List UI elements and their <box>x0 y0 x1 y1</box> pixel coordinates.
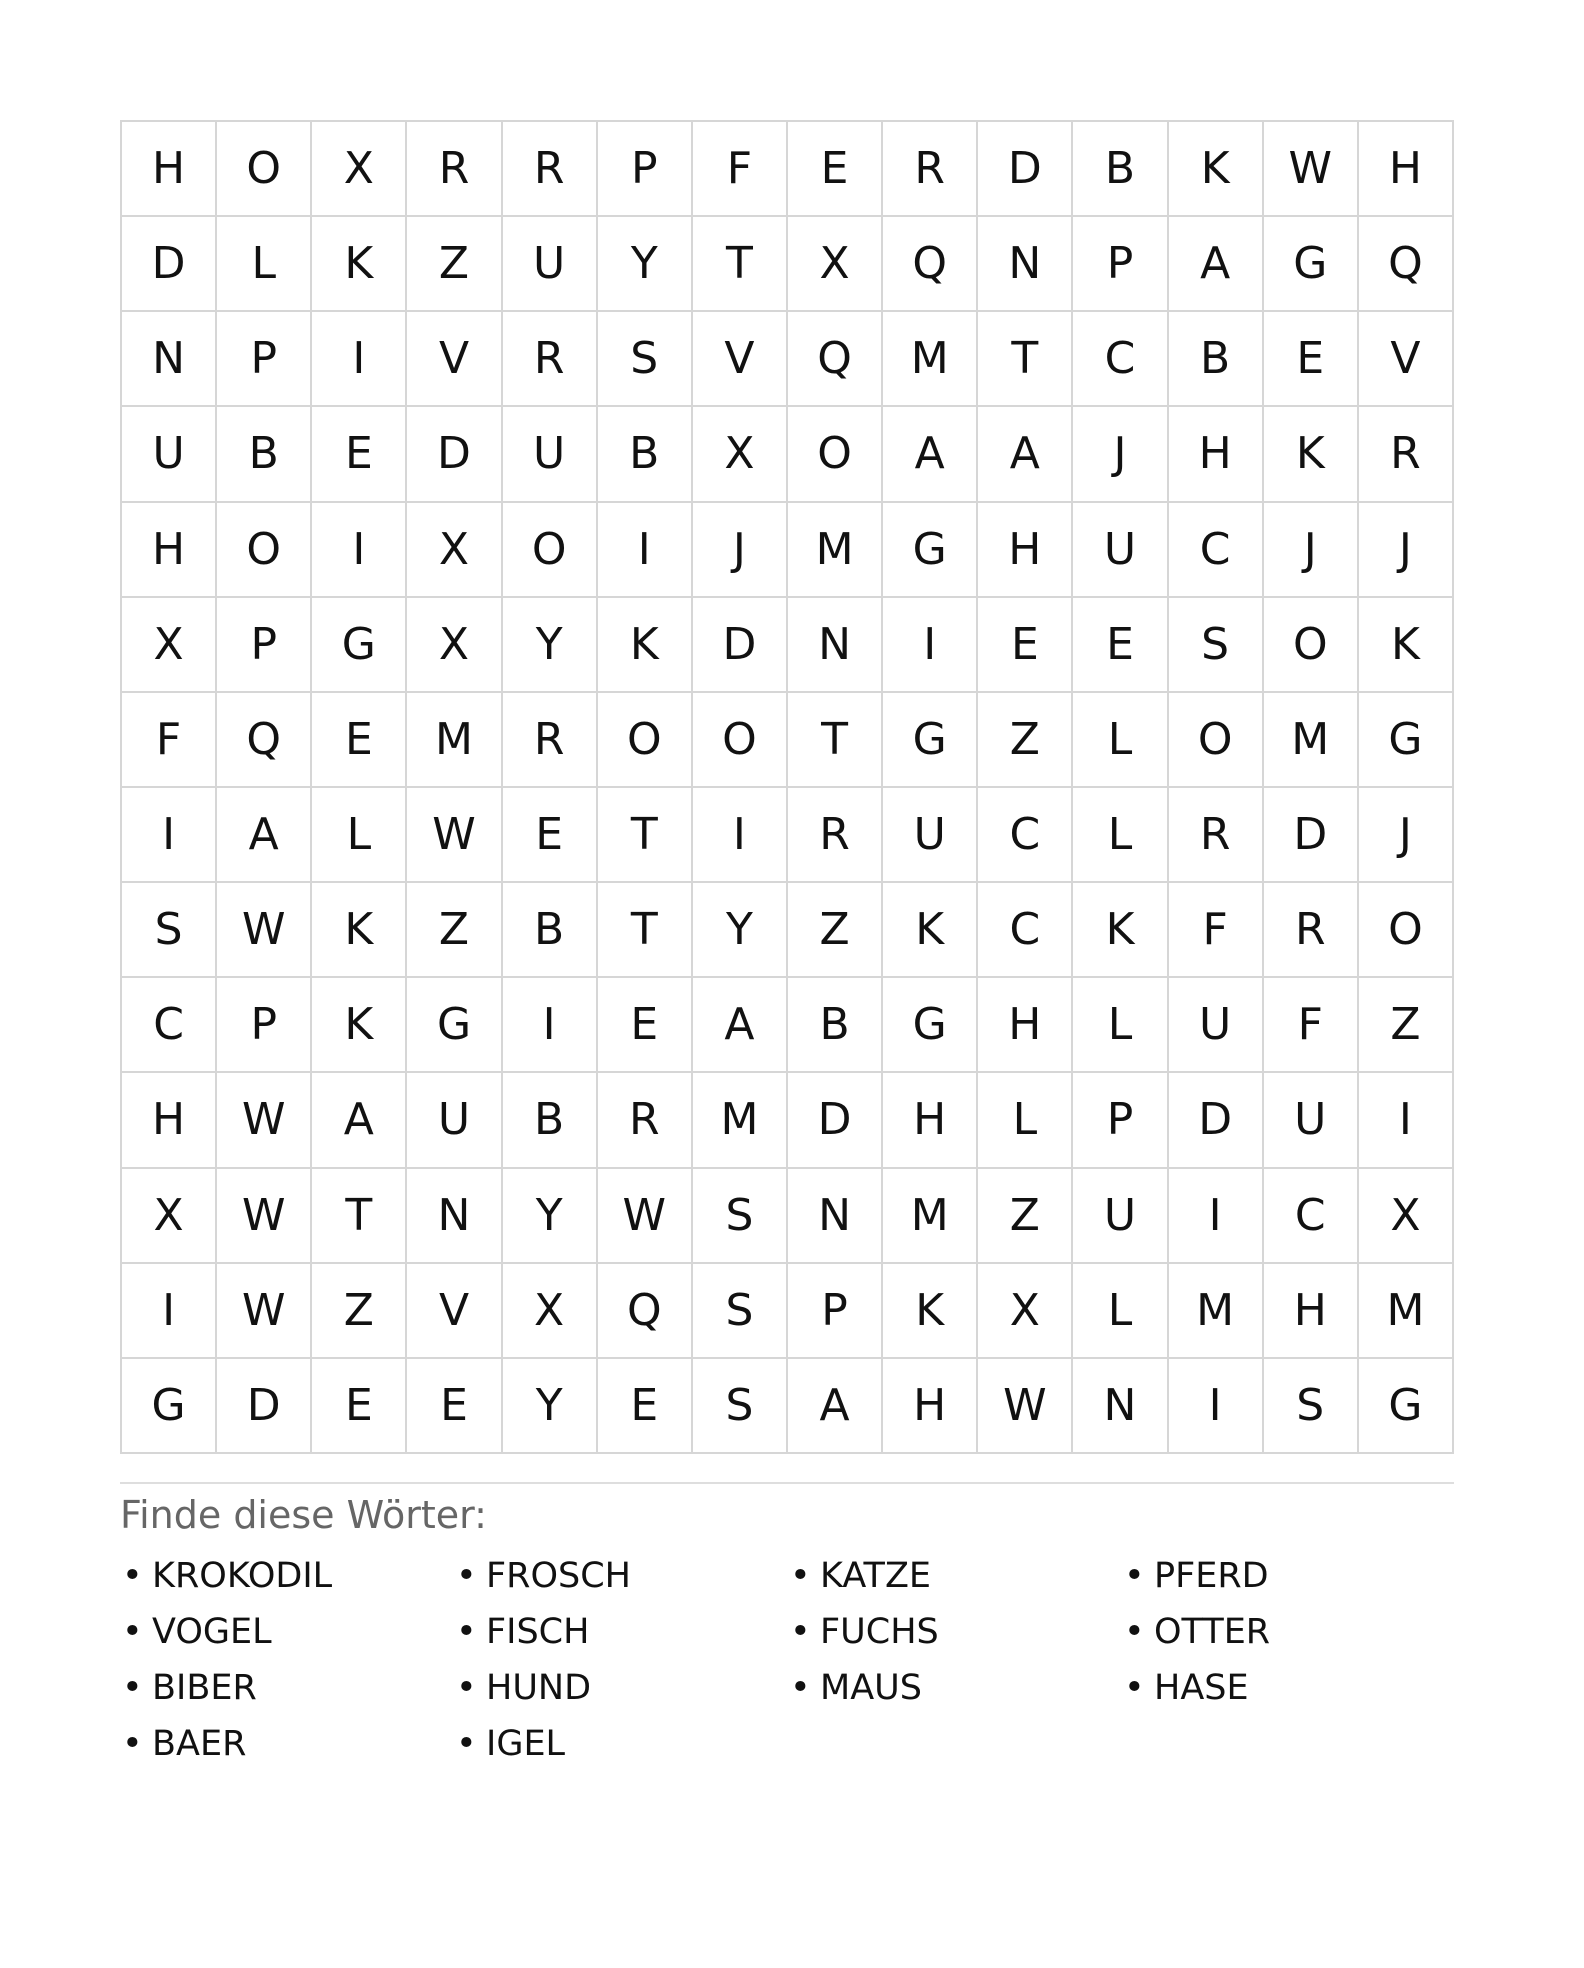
words-heading: Finde diese Wörter: <box>120 1493 487 1537</box>
grid-cell[interactable]: S <box>693 1169 788 1264</box>
grid-cell[interactable]: H <box>883 1359 978 1454</box>
grid-cell[interactable]: Y <box>598 217 693 312</box>
grid-cell[interactable]: U <box>1073 503 1168 598</box>
grid-cell[interactable]: N <box>122 312 217 407</box>
word-label: HASE <box>1154 1668 1249 1708</box>
grid-cell[interactable]: X <box>503 1264 598 1359</box>
grid-cell[interactable]: Z <box>312 1264 407 1359</box>
grid-cell[interactable]: T <box>788 693 883 788</box>
word-label: PFERD <box>1154 1556 1269 1596</box>
grid-cell[interactable]: K <box>312 978 407 1073</box>
word-list-item <box>454 1660 788 1716</box>
grid-cell[interactable]: Q <box>883 217 978 312</box>
grid-cell[interactable]: E <box>598 1359 693 1454</box>
grid-cell[interactable]: R <box>883 122 978 217</box>
grid-cell[interactable]: S <box>1264 1359 1359 1454</box>
grid-cell[interactable]: P <box>1073 1073 1168 1168</box>
grid-cell[interactable]: E <box>598 978 693 1073</box>
word-list-item <box>454 1716 788 1772</box>
grid-cell[interactable]: T <box>978 312 1073 407</box>
grid-cell[interactable]: D <box>978 122 1073 217</box>
grid-cell[interactable]: L <box>1073 788 1168 883</box>
grid-cell[interactable]: E <box>407 1359 502 1454</box>
grid-cell[interactable]: H <box>978 503 1073 598</box>
bullet-icon: • <box>1124 1556 1145 1596</box>
grid-cell[interactable]: K <box>1264 407 1359 502</box>
grid-cell[interactable]: S <box>693 1264 788 1359</box>
grid-cell[interactable]: Y <box>693 883 788 978</box>
grid-cell[interactable]: R <box>503 312 598 407</box>
grid-cell[interactable]: R <box>1359 407 1454 502</box>
grid-cell[interactable]: Z <box>407 217 502 312</box>
grid-cell[interactable]: G <box>883 693 978 788</box>
grid-cell[interactable]: I <box>1169 1359 1264 1454</box>
grid-cell[interactable]: C <box>978 883 1073 978</box>
word-label: VOGEL <box>152 1612 272 1652</box>
grid-cell[interactable]: K <box>883 883 978 978</box>
grid-cell[interactable]: N <box>407 1169 502 1264</box>
grid-cell[interactable]: W <box>598 1169 693 1264</box>
bullet-icon: • <box>122 1724 143 1764</box>
grid-cell[interactable]: K <box>1169 122 1264 217</box>
grid-cell[interactable]: B <box>217 407 312 502</box>
grid-cell[interactable]: W <box>217 1169 312 1264</box>
grid-cell[interactable]: D <box>693 598 788 693</box>
word-list-item <box>120 1660 454 1716</box>
grid-cell[interactable]: W <box>978 1359 1073 1454</box>
grid-cell[interactable]: M <box>407 693 502 788</box>
word-list-item <box>788 1604 1122 1660</box>
grid-cell[interactable]: R <box>503 122 598 217</box>
grid-cell[interactable]: E <box>1264 312 1359 407</box>
grid-cell[interactable]: A <box>693 978 788 1073</box>
grid-cell[interactable]: U <box>1169 978 1264 1073</box>
grid-cell[interactable]: D <box>1169 1073 1264 1168</box>
grid-cell[interactable]: N <box>788 598 883 693</box>
grid-cell[interactable]: J <box>1264 503 1359 598</box>
grid-cell[interactable]: E <box>788 122 883 217</box>
word-list-item <box>788 1660 1122 1716</box>
grid-cell[interactable]: H <box>1264 1264 1359 1359</box>
grid-cell[interactable]: G <box>407 978 502 1073</box>
grid-cell[interactable]: N <box>788 1169 883 1264</box>
grid-cell[interactable]: D <box>122 217 217 312</box>
bullet-icon: • <box>790 1556 811 1596</box>
grid-cell[interactable]: R <box>503 693 598 788</box>
divider <box>120 1482 1454 1484</box>
grid-cell[interactable]: X <box>407 503 502 598</box>
grid-cell[interactable]: O <box>693 693 788 788</box>
grid-cell[interactable]: H <box>122 122 217 217</box>
grid-cell[interactable]: I <box>883 598 978 693</box>
word-label: FROSCH <box>486 1556 631 1596</box>
grid-cell[interactable]: G <box>883 503 978 598</box>
grid-cell[interactable]: J <box>1359 503 1454 598</box>
grid-cell[interactable]: X <box>312 122 407 217</box>
grid-cell[interactable]: B <box>1073 122 1168 217</box>
word-label: IGEL <box>486 1724 566 1764</box>
grid-cell[interactable]: P <box>217 598 312 693</box>
grid-cell[interactable]: Q <box>598 1264 693 1359</box>
grid-cell[interactable]: N <box>1073 1359 1168 1454</box>
grid-cell[interactable]: X <box>978 1264 1073 1359</box>
grid-cell[interactable]: J <box>1359 788 1454 883</box>
word-label: FISCH <box>486 1612 590 1652</box>
grid-cell[interactable]: F <box>693 122 788 217</box>
grid-cell[interactable]: B <box>788 978 883 1073</box>
grid-cell[interactable]: A <box>978 407 1073 502</box>
grid-cell[interactable]: Z <box>1359 978 1454 1073</box>
bullet-icon: • <box>456 1612 477 1652</box>
grid-cell[interactable]: I <box>598 503 693 598</box>
grid-cell[interactable]: A <box>788 1359 883 1454</box>
grid-cell[interactable]: Q <box>217 693 312 788</box>
bullet-icon: • <box>122 1668 143 1708</box>
grid-cell[interactable]: M <box>1169 1264 1264 1359</box>
word-list-item <box>1122 1604 1456 1660</box>
word-label: FUCHS <box>820 1612 939 1652</box>
grid-cell[interactable]: K <box>1359 598 1454 693</box>
grid-cell[interactable]: Y <box>503 1359 598 1454</box>
grid-cell[interactable]: E <box>312 1359 407 1454</box>
grid-cell[interactable]: E <box>503 788 598 883</box>
bullet-icon: • <box>790 1668 811 1708</box>
grid-cell[interactable]: D <box>407 407 502 502</box>
grid-cell[interactable]: O <box>503 503 598 598</box>
letter-grid <box>120 120 1454 1454</box>
grid-cell[interactable]: G <box>312 598 407 693</box>
grid-cell[interactable]: F <box>1169 883 1264 978</box>
grid-cell[interactable]: T <box>693 217 788 312</box>
grid-cell[interactable]: U <box>503 407 598 502</box>
grid-cell[interactable]: L <box>1073 1264 1168 1359</box>
grid-cell[interactable]: B <box>598 407 693 502</box>
grid-cell[interactable]: G <box>1359 1359 1454 1454</box>
grid-cell[interactable]: R <box>1264 883 1359 978</box>
grid-cell[interactable]: N <box>978 217 1073 312</box>
grid-cell[interactable]: W <box>217 1073 312 1168</box>
grid-cell[interactable]: E <box>312 693 407 788</box>
grid-cell[interactable]: S <box>1169 598 1264 693</box>
grid-cell[interactable]: K <box>312 883 407 978</box>
grid-cell[interactable]: M <box>1264 693 1359 788</box>
grid-cell[interactable]: H <box>978 978 1073 1073</box>
grid-cell[interactable]: P <box>598 122 693 217</box>
grid-cell[interactable]: D <box>788 1073 883 1168</box>
word-label: KATZE <box>820 1556 932 1596</box>
grid-cell[interactable]: B <box>503 883 598 978</box>
grid-cell[interactable]: I <box>122 788 217 883</box>
grid-cell[interactable]: O <box>1169 693 1264 788</box>
word-label: OTTER <box>1154 1612 1271 1652</box>
grid-cell[interactable]: V <box>407 312 502 407</box>
grid-cell[interactable]: R <box>788 788 883 883</box>
bullet-icon: • <box>456 1556 477 1596</box>
bullet-icon: • <box>456 1668 477 1708</box>
word-list-item <box>454 1548 788 1604</box>
grid-cell[interactable]: W <box>217 883 312 978</box>
grid-cell[interactable]: P <box>217 312 312 407</box>
grid-cell[interactable]: U <box>1264 1073 1359 1168</box>
grid-cell[interactable]: Y <box>503 598 598 693</box>
grid-cell[interactable]: P <box>1073 217 1168 312</box>
grid-cell[interactable]: F <box>122 693 217 788</box>
grid-cell[interactable]: G <box>883 978 978 1073</box>
grid-cell[interactable]: G <box>1359 693 1454 788</box>
grid-cell[interactable]: L <box>217 217 312 312</box>
grid-cell[interactable]: G <box>1264 217 1359 312</box>
grid-cell[interactable]: K <box>1073 883 1168 978</box>
grid-cell[interactable]: O <box>1359 883 1454 978</box>
word-list-item <box>788 1548 1122 1604</box>
grid-cell[interactable]: O <box>217 503 312 598</box>
grid-cell[interactable]: H <box>1169 407 1264 502</box>
bullet-icon: • <box>122 1612 143 1652</box>
word-label: BIBER <box>152 1668 257 1708</box>
grid-cell[interactable]: M <box>788 503 883 598</box>
grid-cell[interactable]: M <box>883 1169 978 1264</box>
grid-cell[interactable]: M <box>883 312 978 407</box>
grid-cell[interactable]: H <box>122 1073 217 1168</box>
grid-cell[interactable]: U <box>407 1073 502 1168</box>
word-list-item <box>1122 1548 1456 1604</box>
grid-cell[interactable]: X <box>1359 1169 1454 1264</box>
grid-cell[interactable]: R <box>407 122 502 217</box>
grid-cell[interactable]: F <box>1264 978 1359 1073</box>
grid-cell[interactable]: R <box>1169 788 1264 883</box>
grid-cell[interactable]: I <box>122 1264 217 1359</box>
grid-cell[interactable]: O <box>598 693 693 788</box>
grid-cell[interactable]: Z <box>978 693 1073 788</box>
grid-cell[interactable]: O <box>217 122 312 217</box>
word-search-puzzle <box>120 120 1454 1772</box>
grid-cell[interactable]: I <box>312 503 407 598</box>
grid-cell[interactable]: R <box>598 1073 693 1168</box>
grid-cell[interactable]: A <box>1169 217 1264 312</box>
grid-cell[interactable]: U <box>1073 1169 1168 1264</box>
grid-cell[interactable]: U <box>883 788 978 883</box>
grid-cell[interactable]: C <box>122 978 217 1073</box>
grid-cell[interactable]: V <box>1359 312 1454 407</box>
grid-cell[interactable]: A <box>312 1073 407 1168</box>
grid-cell[interactable]: Z <box>407 883 502 978</box>
bullet-icon: • <box>122 1556 143 1596</box>
grid-cell[interactable]: W <box>217 1264 312 1359</box>
grid-cell[interactable]: A <box>217 788 312 883</box>
bullet-icon: • <box>456 1724 477 1764</box>
word-label: BAER <box>152 1724 247 1764</box>
bullet-icon: • <box>790 1612 811 1652</box>
grid-cell[interactable]: P <box>217 978 312 1073</box>
grid-cell[interactable]: I <box>693 788 788 883</box>
grid-cell[interactable]: G <box>122 1359 217 1454</box>
grid-cell[interactable]: C <box>978 788 1073 883</box>
grid-cell[interactable]: J <box>1073 407 1168 502</box>
grid-cell[interactable]: E <box>312 407 407 502</box>
grid-cell[interactable]: W <box>407 788 502 883</box>
grid-cell[interactable]: Q <box>788 312 883 407</box>
grid-cell[interactable]: S <box>598 312 693 407</box>
grid-cell[interactable]: U <box>503 217 598 312</box>
grid-cell[interactable]: A <box>883 407 978 502</box>
grid-cell[interactable]: I <box>312 312 407 407</box>
grid-cell[interactable]: X <box>788 217 883 312</box>
grid-cell[interactable]: L <box>312 788 407 883</box>
grid-cell[interactable]: H <box>883 1073 978 1168</box>
grid-cell[interactable]: L <box>1073 978 1168 1073</box>
grid-cell[interactable]: O <box>1264 598 1359 693</box>
grid-cell[interactable]: B <box>1169 312 1264 407</box>
grid-cell[interactable]: I <box>503 978 598 1073</box>
grid-cell[interactable]: U <box>122 407 217 502</box>
word-list-item <box>454 1604 788 1660</box>
grid-cell[interactable]: I <box>1169 1169 1264 1264</box>
grid-cell[interactable]: C <box>1073 312 1168 407</box>
grid-cell[interactable]: X <box>122 1169 217 1264</box>
grid-cell[interactable]: B <box>503 1073 598 1168</box>
word-label: HUND <box>486 1668 592 1708</box>
grid-cell[interactable]: P <box>788 1264 883 1359</box>
grid-cell[interactable]: Z <box>788 883 883 978</box>
word-list-item <box>120 1548 454 1604</box>
grid-cell[interactable]: S <box>693 1359 788 1454</box>
grid-cell[interactable]: X <box>693 407 788 502</box>
grid-cell[interactable]: X <box>407 598 502 693</box>
grid-cell[interactable]: J <box>693 503 788 598</box>
grid-cell[interactable]: K <box>883 1264 978 1359</box>
word-list-item <box>1122 1660 1456 1716</box>
grid-cell[interactable]: H <box>122 503 217 598</box>
grid-cell[interactable]: D <box>1264 788 1359 883</box>
grid-cell[interactable]: I <box>1359 1073 1454 1168</box>
grid-cell[interactable]: C <box>1264 1169 1359 1264</box>
grid-cell[interactable]: W <box>1264 122 1359 217</box>
grid-cell[interactable]: C <box>1169 503 1264 598</box>
grid-cell[interactable]: V <box>407 1264 502 1359</box>
grid-cell[interactable]: Y <box>503 1169 598 1264</box>
grid-cell[interactable]: H <box>1359 122 1454 217</box>
grid-cell[interactable]: E <box>1073 598 1168 693</box>
grid-cell[interactable]: L <box>978 1073 1073 1168</box>
grid-cell[interactable]: T <box>312 1169 407 1264</box>
bullet-icon: • <box>1124 1612 1145 1652</box>
bullet-icon: • <box>1124 1668 1145 1708</box>
grid-cell[interactable]: Z <box>978 1169 1073 1264</box>
word-list <box>120 1548 1454 1772</box>
grid-cell[interactable]: K <box>598 598 693 693</box>
grid-cell[interactable]: S <box>122 883 217 978</box>
word-label: MAUS <box>820 1668 922 1708</box>
grid-cell[interactable]: O <box>788 407 883 502</box>
word-list-item <box>120 1716 454 1772</box>
grid-cell[interactable]: X <box>122 598 217 693</box>
grid-cell[interactable]: T <box>598 883 693 978</box>
grid-cell[interactable]: V <box>693 312 788 407</box>
grid-cell[interactable]: M <box>693 1073 788 1168</box>
grid-cell[interactable]: M <box>1359 1264 1454 1359</box>
grid-cell[interactable]: E <box>978 598 1073 693</box>
word-label: KROKODIL <box>152 1556 333 1596</box>
grid-cell[interactable]: K <box>312 217 407 312</box>
grid-cell[interactable]: L <box>1073 693 1168 788</box>
grid-cell[interactable]: D <box>217 1359 312 1454</box>
grid-cell[interactable]: T <box>598 788 693 883</box>
grid-cell[interactable]: Q <box>1359 217 1454 312</box>
word-list-item <box>120 1604 454 1660</box>
